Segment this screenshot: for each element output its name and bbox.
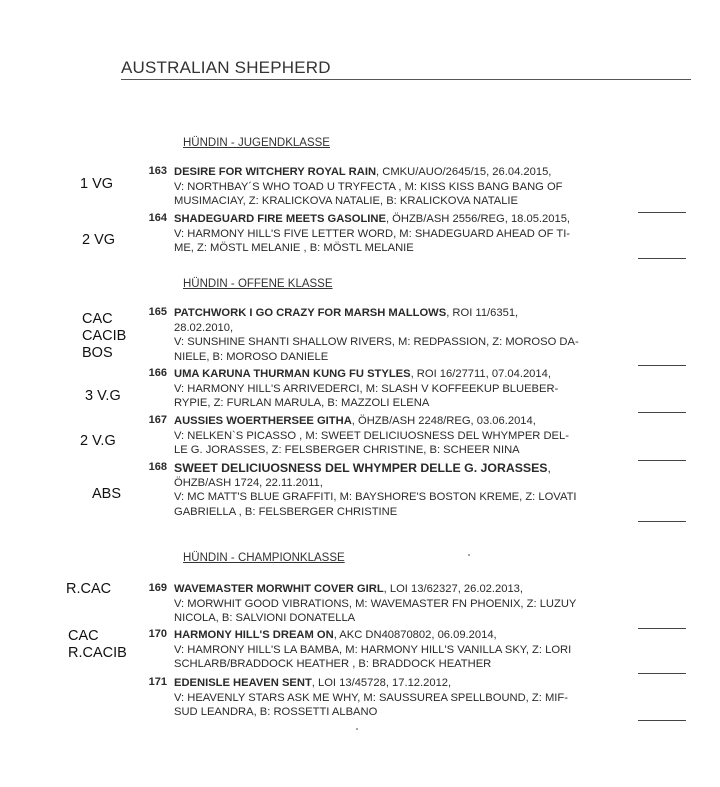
entry-165 [148, 306, 632, 364]
entry-169 [148, 582, 632, 626]
class-heading-jugendklasse: HÜNDIN - JUGENDKLASSE [183, 137, 330, 149]
result-blank-line [638, 412, 686, 413]
dog-name: EDENISLE HEAVEN SENT [174, 677, 312, 689]
dog-name: PATCHWORK I GO CRAZY FOR MARSH MALLOWS [174, 307, 447, 319]
scan-speck [356, 728, 358, 730]
result-blank-line [638, 212, 686, 213]
parents-line: V: HEAVENLY STARS ASK ME WHY, M: SAUSSUREA SPELLBOUND, Z: MIF- [174, 691, 568, 704]
result-blank-line [638, 720, 686, 721]
registration: , ÖHZB/ASH 2248/REG, 03.06.2014, [351, 415, 536, 427]
dog-name: WAVEMASTER MORWHIT COVER GIRL [174, 583, 384, 595]
registration: , CMKU/AUO/2645/15, 26.04.2015, [376, 166, 552, 178]
breeder-line: NIELE, B: MOROSO DANIELE [174, 350, 329, 363]
scan-speck [468, 554, 470, 556]
result-blank-line [638, 258, 686, 259]
parents-line: V: NORTHBAY´S WHO TOAD U TRYFECTA , M: KISS KISS BANG BANG OF [174, 180, 563, 193]
result-163: 1 VG [80, 176, 114, 192]
result-blank-line [638, 460, 686, 461]
breeder-line: RYPIE, Z: FURLAN MARULA, B: MAZZOLI ELENA [174, 397, 430, 410]
breeder-line: GABRIELLA , B: FELSBERGER CHRISTINE [174, 505, 398, 518]
entry-number: 168 [148, 461, 167, 473]
parents-line: V: HARMONY HILL'S ARRIVEDERCI, M: SLASH V KOFFEEKUP BLUEBER- [174, 382, 559, 395]
result-165 [82, 311, 126, 362]
result-blank-line [638, 365, 686, 366]
dog-name: SWEET DELICIUOSNESS DEL WHYMPER DELLE G. JORASSES [174, 461, 548, 475]
parents-line: V: MC MATT'S BLUE GRAFFITI, M: BAYSHORE'S BOSTON KREME, Z: LOVATI [174, 491, 577, 504]
result-blank-line [638, 521, 686, 522]
entry-number: 164 [148, 212, 167, 224]
breeder-line: ME, Z: MÖSTL MELANIE , B: MÖSTL MELANIE [174, 242, 414, 255]
parents-line: V: HARMONY HILL'S FIVE LETTER WORD, M: SHADEGUARD AHEAD OF TI- [174, 227, 571, 240]
breeder-line: LE G. JORASSES, Z: FELSBERGER CHRISTINE, B: SCHEER NINA [174, 444, 520, 457]
result-168: ABS [92, 486, 122, 502]
entry-167 [148, 414, 632, 458]
class-heading-offene-klasse: HÜNDIN - OFFENE KLASSE [183, 278, 333, 290]
result-blank-line [638, 673, 686, 674]
award-bos: BOS [82, 345, 113, 361]
entry-number: 169 [148, 582, 167, 594]
registration: , ROI 16/27711, 07.04.2014, [410, 368, 551, 380]
entry-number: 163 [148, 165, 167, 177]
result-167: 2 V.G [80, 433, 116, 449]
result-170 [68, 628, 127, 662]
entry-number: 167 [148, 414, 167, 426]
breed-title-rule [121, 79, 691, 80]
dog-name: SHADEGUARD FIRE MEETS GASOLINE [174, 213, 386, 225]
result-166: 3 V.G [85, 388, 121, 404]
birth-date: 28.02.2010, [174, 321, 234, 334]
result-169: R.CAC [66, 581, 112, 597]
entry-164 [148, 212, 632, 256]
parents-line: V: MORWHIT GOOD VIBRATIONS, M: WAVEMASTER FN PHOENIX, Z: LUZUY [174, 597, 577, 610]
parents-line: V: HAMRONY HILL'S LA BAMBA, M: HARMONY HILL'S VANILLA SKY, Z: LORI [174, 643, 572, 656]
breeder-line: MUSIMACIAY, Z: KRALICKOVA NATALIE, B: KRALICKOVA NATALIE [174, 195, 519, 208]
dog-name: HARMONY HILL'S DREAM ON [174, 629, 334, 641]
award-cacib: CACIB [82, 328, 127, 344]
breeder-line: NICOLA, B: SALVIONI DONATELLA [174, 612, 356, 625]
registration: , LOI 13/45728, 17.12.2012, [311, 677, 452, 689]
breed-title: AUSTRALIAN SHEPHERD [121, 58, 331, 77]
registration: , AKC DN40870802, 06.09.2014, [333, 629, 497, 641]
entry-number: 171 [148, 676, 167, 688]
parents-line: V: SUNSHINE SHANTI SHALLOW RIVERS, M: REDPASSION, Z: MOROSO DA- [174, 336, 579, 349]
entry-170 [148, 628, 632, 672]
entry-168 [148, 461, 632, 519]
entry-171 [148, 676, 632, 720]
entry-number: 165 [148, 306, 167, 318]
dog-name: AUSSIES WOERTHERSEE GITHA [174, 415, 352, 427]
class-heading-championklasse: HÜNDIN - CHAMPIONKLASSE [183, 552, 345, 564]
entry-number: 166 [148, 367, 167, 379]
registration: , LOI 13/62327, 26.02.2013, [383, 583, 524, 595]
breeder-line: SUD LEANDRA, B: ROSSETTI ALBANO [174, 706, 378, 719]
entry-166 [148, 367, 632, 411]
award-cac: CAC [68, 628, 99, 644]
result-blank-line [638, 628, 686, 629]
award-cac: CAC [82, 311, 113, 327]
registration: , [547, 461, 551, 475]
breeder-line: SCHLARB/BRADDOCK HEATHER , B: BRADDOCK HEATHER [174, 658, 492, 671]
dog-name: DESIRE FOR WITCHERY ROYAL RAIN [174, 166, 377, 178]
award-r-cacib: R.CACIB [68, 645, 127, 661]
parents-line: V: NELKEN`S PICASSO , M: SWEET DELICIUOSNESS DEL WHYMPER DEL- [174, 429, 569, 442]
result-164: 2 VG [82, 232, 116, 248]
entry-163 [148, 165, 632, 209]
registration-line: ÖHZB/ASH 1724, 22.11.2011, [174, 476, 323, 489]
registration: , ÖHZB/ASH 2556/REG, 18.05.2015, [385, 213, 571, 225]
dog-name: UMA KARUNA THURMAN KUNG FU STYLES [174, 368, 411, 380]
entry-number: 170 [148, 628, 167, 640]
registration: , ROI 11/6351, [446, 307, 519, 319]
